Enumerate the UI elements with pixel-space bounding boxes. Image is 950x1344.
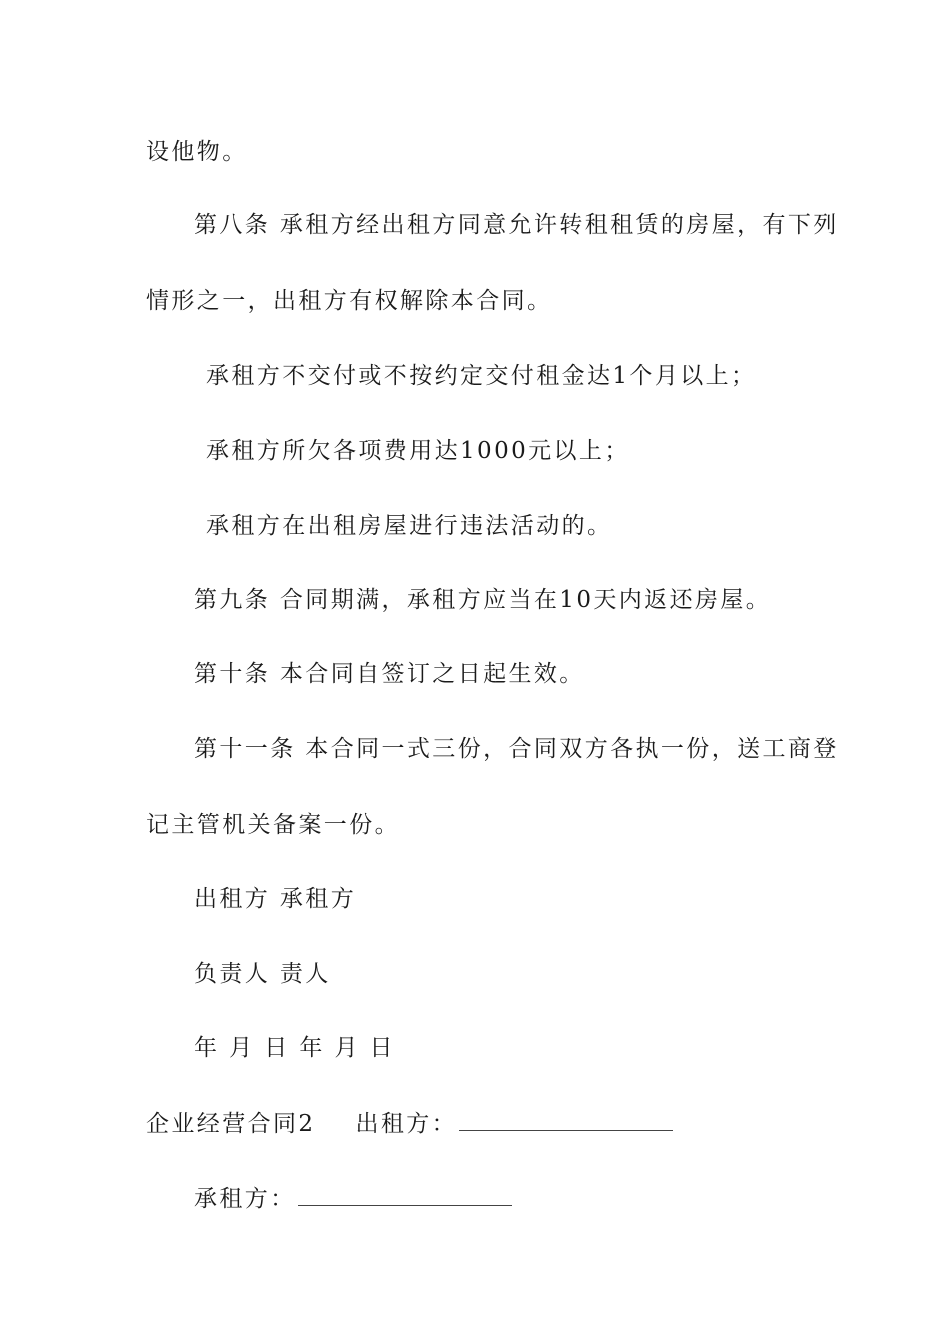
paragraph-line: 情形之一，出租方有权解除本合同。 (146, 288, 553, 314)
signature-date-line: 年 月 日 年 月 日 (194, 1035, 395, 1061)
paragraph-line: 记主管机关备案一份。 (146, 812, 400, 838)
list-item: 承租方不交付或不按约定交付租金达1个月以上； (206, 363, 757, 389)
lessee-blank-field (298, 1183, 512, 1206)
list-item: 承租方所欠各项费用达1000元以上； (206, 438, 630, 464)
lessor-blank-field (459, 1108, 673, 1131)
article-ten-line: 第十条 本合同自签订之日起生效。 (194, 661, 585, 687)
paragraph-line: 设他物。 (146, 139, 248, 165)
signature-responsible-line: 负责人 责人 (194, 961, 331, 987)
article-eight-line: 第八条 承租方经出租方同意允许转租租赁的房屋，有下列 (194, 212, 839, 238)
signature-parties-line: 出租方 承租方 (194, 886, 357, 912)
article-eleven-line: 第十一条 本合同一式三份，合同双方各执一份，送工商登 (194, 736, 839, 762)
contract-two-title: 企业经营合同2 (146, 1111, 316, 1137)
article-nine-line: 第九条 合同期满，承租方应当在10天内返还房屋。 (194, 587, 772, 613)
lessor-label: 出租方： (355, 1111, 458, 1137)
lessee-line (194, 1183, 512, 1214)
contract-two-header (146, 1108, 673, 1139)
lessee-label: 承租方： (194, 1186, 296, 1212)
list-item: 承租方在出租房屋进行违法活动的。 (206, 513, 613, 539)
